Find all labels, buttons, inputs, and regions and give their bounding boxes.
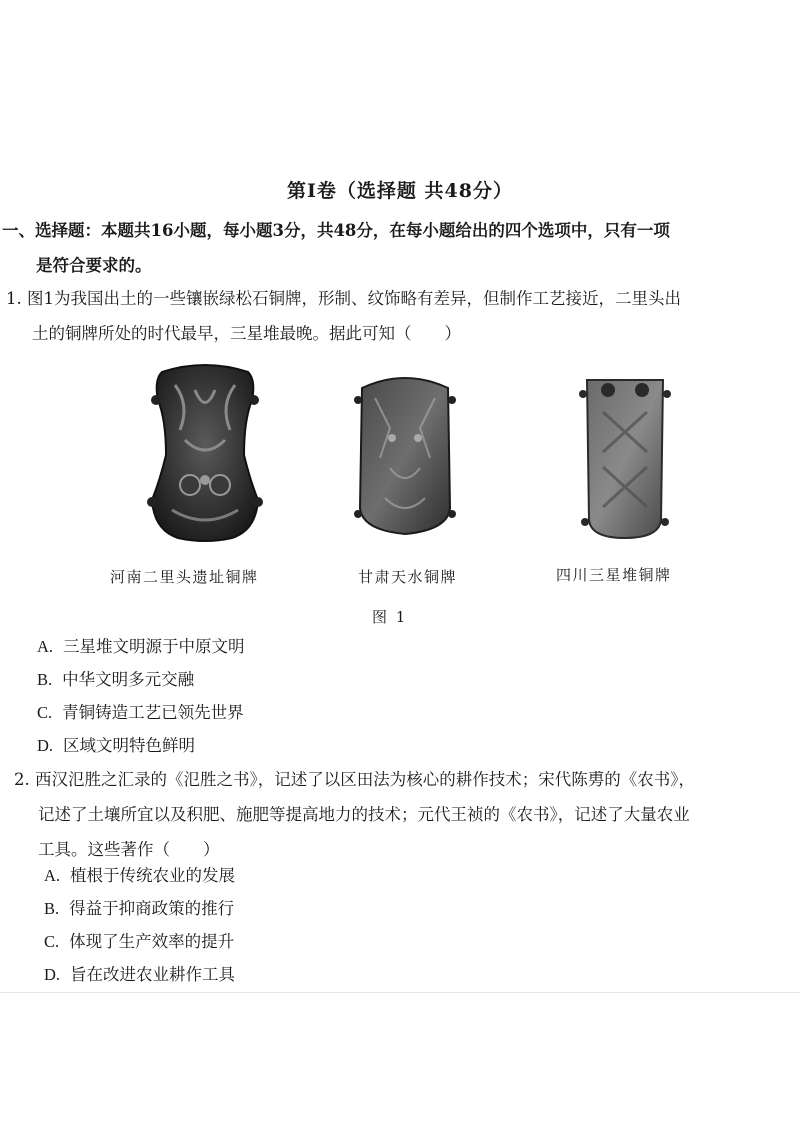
option-letter: A. <box>44 866 61 885</box>
option-letter: B. <box>37 670 53 689</box>
figure-label: 图 1 <box>372 608 408 626</box>
section-instructions <box>2 213 792 283</box>
section-line-2: 是符合要求的。 <box>36 256 152 275</box>
option-text: 得益于抑商政策的推行 <box>69 899 235 918</box>
caption-sanxingdui: 四川三星堆铜牌 <box>556 566 672 584</box>
option-letter: A. <box>37 637 54 656</box>
erlitou-plaque-image <box>140 360 270 545</box>
option-letter: D. <box>44 965 61 984</box>
question-2-stem <box>14 762 784 867</box>
q1-option-c[interactable] <box>37 699 244 723</box>
option-text: 旨在改进农业耕作工具 <box>70 965 236 984</box>
option-letter: D. <box>37 736 54 755</box>
option-text: 三星堆文明源于中原文明 <box>63 637 245 656</box>
paper-title: 第Ⅰ卷（选择题 共48分） <box>287 180 513 202</box>
tianshui-plaque-image <box>350 368 460 538</box>
option-text: 植根于传统农业的发展 <box>70 866 236 885</box>
page-divider <box>0 992 800 993</box>
q1-option-d[interactable] <box>37 732 195 756</box>
question-2-line-3: 工具。这些著作（ ） <box>38 840 220 859</box>
question-2-line-1: 2. 西汉氾胜之汇录的《氾胜之书》，记述了以区田法为核心的耕作技术；宋代陈旉的《农书》， <box>14 770 695 789</box>
caption-erlitou: 河南二里头遗址铜牌 <box>110 568 259 586</box>
q2-option-a[interactable] <box>44 862 235 886</box>
question-1-line-1: 1. 图1为我国出土的一些镶嵌绿松石铜牌，形制、纹饰略有差异，但制作工艺接近，二里头出 <box>6 289 681 308</box>
option-letter: C. <box>37 703 53 722</box>
option-letter: C. <box>44 932 60 951</box>
q2-option-d[interactable] <box>44 961 235 985</box>
q2-option-b[interactable] <box>44 895 234 919</box>
q2-option-c[interactable] <box>44 928 234 952</box>
q1-option-b[interactable] <box>37 666 194 690</box>
sanxingdui-plaque-image <box>575 372 675 542</box>
section-line-1: 一、选择题：本题共16小题，每小题3分，共48分，在每小题给出的四个选项中，只有一项 <box>2 221 670 240</box>
question-2-line-2: 记述了土壤所宜以及积肥、施肥等提高地力的技术；元代王祯的《农书》，记述了大量农业 <box>38 805 690 824</box>
question-1-stem <box>6 281 786 351</box>
caption-tianshui: 甘肃天水铜牌 <box>358 568 458 586</box>
option-text: 区域文明特色鲜明 <box>63 736 196 755</box>
option-text: 体现了生产效率的提升 <box>69 932 235 951</box>
q1-option-a[interactable] <box>37 633 245 657</box>
option-letter: B. <box>44 899 60 918</box>
question-1-line-2: 土的铜牌所处的时代最早，三星堆最晚。据此可知（ ） <box>32 324 461 343</box>
option-text: 青铜铸造工艺已领先世界 <box>62 703 244 722</box>
option-text: 中华文明多元交融 <box>62 670 195 689</box>
